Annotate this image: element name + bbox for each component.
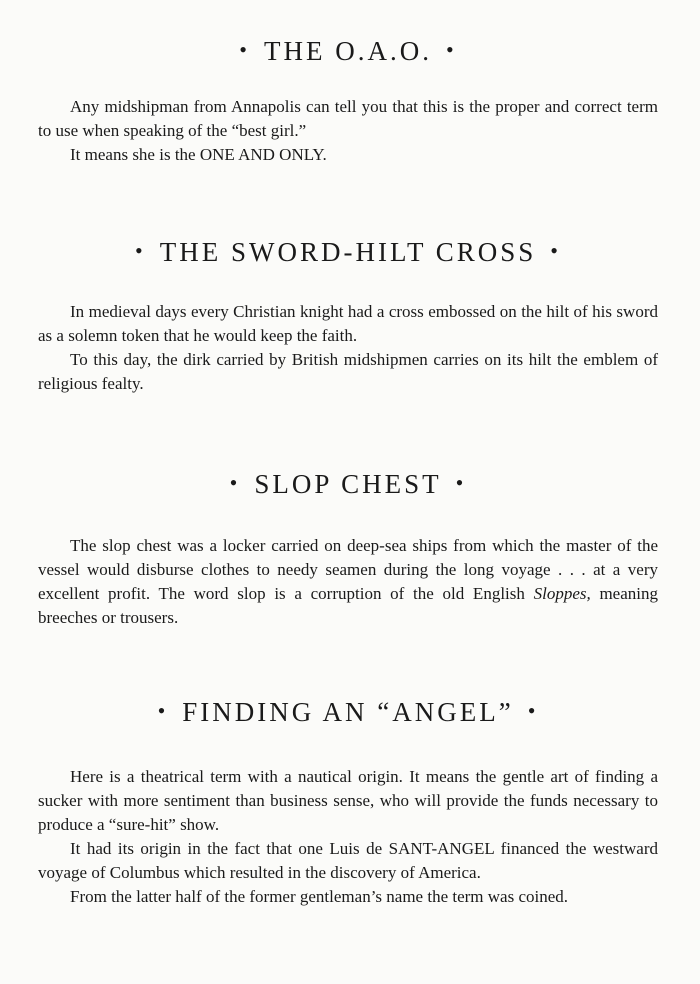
section-slop-chest (38, 469, 658, 630)
section-heading (38, 36, 658, 67)
bullet-icon: • (527, 698, 539, 723)
section-sword-hilt-cross (38, 237, 658, 396)
bullet-icon: • (550, 238, 561, 263)
section-heading (38, 237, 658, 268)
paragraph: From the latter half of the former gentleman’s name the term was coined. (70, 887, 569, 906)
paragraph: In medieval days every Christian knight had a cross embossed on the hilt of his sword as a solemn token that he would keep the faith. (38, 302, 658, 345)
paragraph: Here is a theatrical term with a nautical origin. It means the gentle art of finding a sucker with more sentiment than business sense, who will provide the funds necessary to produce a “sure-hit” show. (38, 767, 658, 834)
paragraph: It means she is the ONE AND ONLY. (70, 145, 327, 164)
heading-text: THE SWORD-HILT CROSS (159, 237, 537, 267)
section-finding-an-angel (38, 697, 658, 909)
paragraph-text: The slop chest was a locker carried on deep-sea ships from which the master of the vessel would disburse clothes to needy seamen during the long voyage . . . at a very excellent profit. The word slop is a corruption of the old English (38, 536, 658, 603)
bullet-icon: • (455, 470, 467, 495)
bullet-icon: • (157, 698, 169, 723)
paragraph-text: meaning breeches or trousers. (38, 584, 658, 627)
bullet-icon: • (135, 238, 146, 263)
paragraph-italic-text: Sloppes, (533, 584, 591, 603)
bullet-icon: • (229, 470, 241, 495)
heading-text: FINDING AN “ANGEL” (182, 697, 514, 727)
heading-text: THE O.A.O. (264, 36, 432, 66)
paragraph: It had its origin in the fact that one Luis de SANT-ANGEL financed the westward voyage of Columbus which resulted in the discovery of America. (38, 839, 658, 882)
section-oao (38, 36, 658, 167)
section-heading (38, 469, 658, 500)
bullet-icon: • (445, 37, 457, 62)
bullet-icon: • (239, 37, 250, 62)
paragraph (38, 534, 658, 630)
heading-text: SLOP CHEST (254, 469, 442, 499)
paragraph: To this day, the dirk carried by British midshipmen carries on its hilt the emblem of religious fealty. (38, 350, 658, 393)
paragraph: Any midshipman from Annapolis can tell you that this is the proper and correct term to use when speaking of the “best girl.” (38, 97, 658, 140)
section-heading (38, 697, 658, 728)
